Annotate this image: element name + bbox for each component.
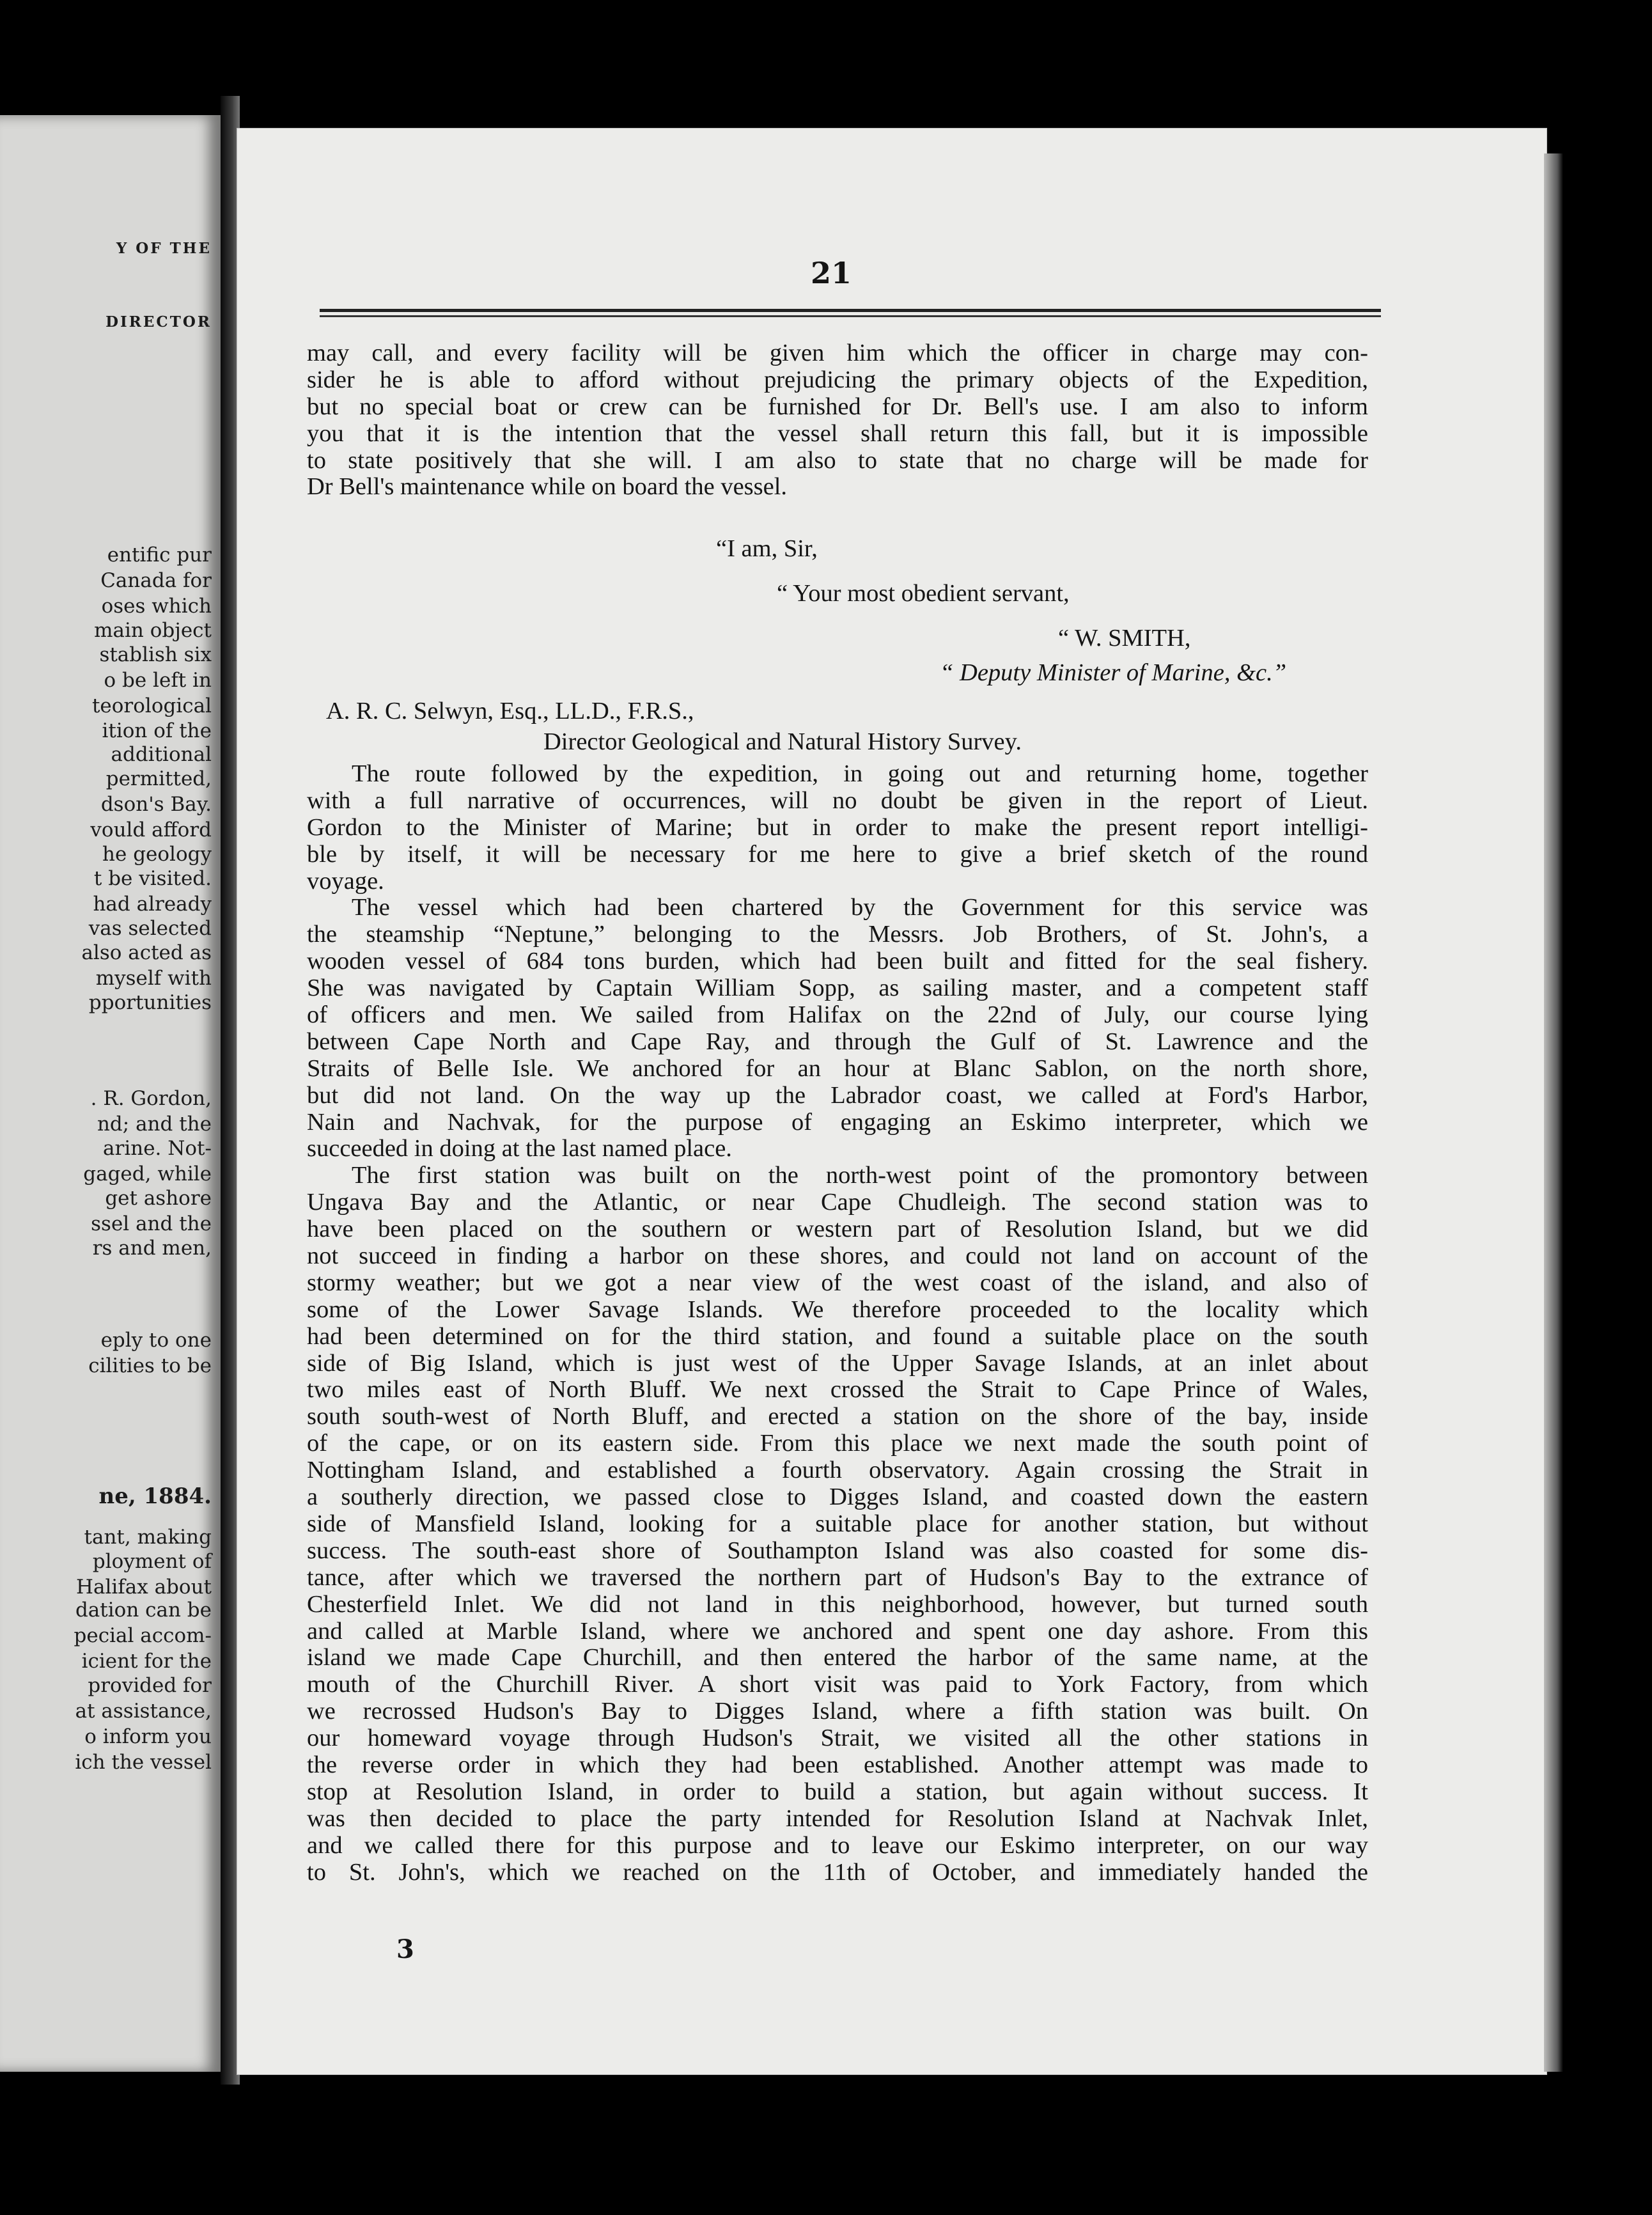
letter-closing-servant: “ Your most obedient servant, [777, 580, 1070, 607]
para3-line: south south-west of North Bluff, and erected a station on the shore of the bay, inside [307, 1404, 1368, 1430]
para2-line: She was navigated by Captain William Sopp, as sailing master, and a competent staff [307, 975, 1368, 1002]
left-page-line: vould afford [90, 818, 212, 841]
left-page-line: ne, 1884. [98, 1483, 212, 1509]
para3-line: two miles east of North Bluff. We next crossed the Strait to Cape Prince of Wales, [307, 1377, 1368, 1404]
letter_lines-line: sider he is able to afford without prejudicing the primary objects of the Expedition, [307, 366, 1368, 393]
page-body [307, 340, 1368, 501]
para3-line: have been placed on the southern or western part of Resolution Island, but we did [307, 1216, 1368, 1243]
header-rule-thin [320, 315, 1381, 317]
para3-line: we recrossed Hudson's Bay to Digges Island, where a fifth station was built. On [307, 1698, 1368, 1725]
letter-continuation [307, 340, 1368, 501]
left-page-line: stablish six [99, 643, 212, 666]
left-page-line: nd; and the [97, 1113, 212, 1136]
left-page-line: teorological [91, 694, 212, 717]
left-page-line: provided for [88, 1674, 212, 1697]
para1-line: Gordon to the Minister of Marine; but in order to make the present report intelligi- [307, 814, 1368, 841]
para3-line: some of the Lower Savage Islands. We therefore proceeded to the locality which [307, 1296, 1368, 1323]
para2-line: The vessel which had been chartered by the Government for this service was [352, 895, 1368, 921]
left-page-line: he geology [102, 843, 212, 866]
para1-line: The route followed by the expedition, in going out and returning home, together [352, 761, 1368, 787]
left-page-line: entific pur [107, 544, 212, 567]
left-page-line: vas selected [88, 917, 212, 940]
letter-closing: “I am, Sir, [716, 535, 818, 562]
left-page-line: o inform you [84, 1725, 212, 1748]
left-page-line: tant, making [84, 1526, 212, 1549]
para3-line: mouth of the Churchill River. A short visit was paid to York Factory, from which [307, 1671, 1368, 1698]
para3-line: a southerly direction, we passed close to Digges Island, and coasted down the eastern [307, 1484, 1368, 1511]
report-text [307, 761, 1368, 1886]
letter_lines-line: to state positively that she will. I am also to state that no charge will be made for [307, 447, 1368, 474]
para3-line: to St. John's, which we reached on the 11th of October, and immediately handed the [307, 1859, 1368, 1886]
para1-line: ble by itself, it will be necessary for me here to give a brief sketch of the round [307, 841, 1368, 868]
letter_lines-line: Dr Bell's maintenance while on board the vessel. [307, 474, 788, 501]
paragraph-stations [307, 1162, 1368, 1886]
left-page-line: rs and men, [92, 1237, 212, 1260]
left-page-line: get ashore [105, 1187, 212, 1210]
left-page-line: icient for the [81, 1650, 212, 1673]
addressee-title: Director Geological and Natural History Survey. [543, 728, 1022, 755]
para2-line: succeeded in doing at the last named place. [307, 1136, 732, 1162]
left-page-line: Y OF THE [116, 240, 212, 257]
left-page-line: arine. Not- [103, 1137, 212, 1160]
para3-line: tance, after which we traversed the northern part of Hudson's Bay to the extrance of [307, 1564, 1368, 1591]
para3-line: stormy weather; but we got a near view of the west coast of the island, and also of [307, 1269, 1368, 1296]
letter_lines-line: but no special boat or crew can be furnished for Dr. Bell's use. I am also to inform [307, 393, 1368, 420]
para3-line: island we made Cape Churchill, and then entered the harbor of the same name, at the [307, 1645, 1368, 1671]
letter_lines-line: you that it is the intention that the vessel shall return this fall, but it is impossible [307, 420, 1368, 447]
para2-line: Nain and Nachvak, for the purpose of engaging an Eskimo interpreter, which we [307, 1109, 1368, 1136]
left-page-line: oses which [101, 595, 212, 618]
addressee: A. R. C. Selwyn, Esq., LL.D., F.R.S., [326, 698, 694, 724]
header-rule [320, 309, 1381, 312]
para2-line: but did not land. On the way up the Labrador coast, we called at Ford's Harbor, [307, 1082, 1368, 1109]
left-page-line: myself with [95, 967, 212, 990]
page-edge [1544, 153, 1563, 2072]
para3-line: and we called there for this purpose and to leave our Eskimo interpreter, on our way [307, 1832, 1368, 1859]
para2-line: wooden vessel of 684 tons burden, which had been built and fitted for the seal fishery. [307, 948, 1368, 975]
letter_lines-line: may call, and every facility will be given him which the officer in charge may con- [307, 340, 1368, 366]
para2-line: of officers and men. We sailed from Halifax on the 22nd of July, our course lying [307, 1002, 1368, 1029]
left-page-line: also acted as [81, 941, 212, 964]
left-page-line: pportunities [88, 991, 212, 1014]
left-page-line: permitted, [105, 767, 212, 790]
para3-line: The first station was built on the north-west point of the promontory between [352, 1162, 1368, 1189]
letter-signature-title: “ Deputy Minister of Marine, &c.” [940, 659, 1287, 686]
letter-signature: “ W. SMITH, [1058, 625, 1191, 652]
para3-line: was then decided to place the party intended for Resolution Island at Nachvak Inlet, [307, 1805, 1368, 1832]
left-page-line: additional [111, 743, 212, 766]
left-page-line: Halifax about [75, 1576, 212, 1599]
para3-line: and called at Marble Island, where we anchored and spent one day ashore. From this [307, 1618, 1368, 1645]
left-page-line: o be left in [104, 669, 212, 692]
para3-line: of the cape, or on its eastern side. From this place we next made the south point of [307, 1430, 1368, 1457]
left-page-line: dson's Bay. [100, 793, 212, 816]
signature-mark: 3 [396, 1934, 414, 1964]
left-page-line: eply to one [100, 1329, 212, 1352]
para3-line: Ungava Bay and the Atlantic, or near Cape Chudleigh. The second station was to [307, 1189, 1368, 1216]
left-page-line: had already [93, 893, 212, 916]
para3-line: our homeward voyage through Hudson's Strait, we visited all the other stations in [307, 1725, 1368, 1752]
para3-line: had been determined on for the third station, and found a suitable place on the south [307, 1323, 1368, 1350]
left-page-line: at assistance, [75, 1700, 212, 1723]
para2-line: the steamship “Neptune,” belonging to the Messrs. Job Brothers, of St. John's, a [307, 921, 1368, 948]
left-page-line: ich the vessel [75, 1751, 212, 1774]
para1-line: with a full narrative of occurrences, will no doubt be given in the report of Lieut. [307, 787, 1368, 814]
para3-line: Nottingham Island, and established a fourth observatory. Again crossing the Strait in [307, 1457, 1368, 1484]
para3-line: not succeed in finding a harbor on these shores, and could not land on account of the [307, 1243, 1368, 1270]
para3-line: the reverse order in which they had been established. Another attempt was made to [307, 1751, 1368, 1778]
paragraph-route [307, 761, 1368, 895]
para3-line: side of Mansfield Island, looking for a suitable place for another station, but without [307, 1510, 1368, 1537]
left-page-line: ition of the [102, 719, 212, 742]
para3-line: success. The south-east shore of Southampton Island was also coasted for some dis- [307, 1537, 1368, 1564]
left-page-line: DIRECTOR [105, 313, 212, 331]
left-page-line: Canada for [100, 569, 212, 592]
page-number: 21 [810, 256, 852, 290]
left-page-line: dation can be [75, 1599, 212, 1622]
left-page-line: main object [94, 619, 212, 642]
left-page-line: pecial accom- [74, 1624, 212, 1647]
para3-line: stop at Resolution Island, in order to build a station, but again without success. It [307, 1778, 1368, 1805]
para1-line: voyage. [307, 868, 384, 895]
para2-line: between Cape North and Cape Ray, and through the Gulf of St. Lawrence and the [307, 1028, 1368, 1055]
left-page-line: ployment of [92, 1550, 212, 1573]
left-page-line: ssel and the [91, 1212, 212, 1235]
left-page-line: . R. Gordon, [90, 1087, 212, 1110]
left-page-line: gaged, while [83, 1162, 212, 1186]
left-page-line: t be visited. [93, 867, 212, 890]
paragraph-vessel [307, 895, 1368, 1162]
para3-line: side of Big Island, which is just west of the Upper Savage Islands, at an inlet about [307, 1350, 1368, 1377]
previous-page-fragment [0, 115, 221, 2072]
para3-line: Chesterfield Inlet. We did not land in this neighborhood, however, but turned south [307, 1591, 1368, 1618]
para2-line: Straits of Belle Isle. We anchored for an hour at Blanc Sablon, on the north shore, [307, 1055, 1368, 1082]
left-page-line: cilities to be [88, 1354, 212, 1377]
